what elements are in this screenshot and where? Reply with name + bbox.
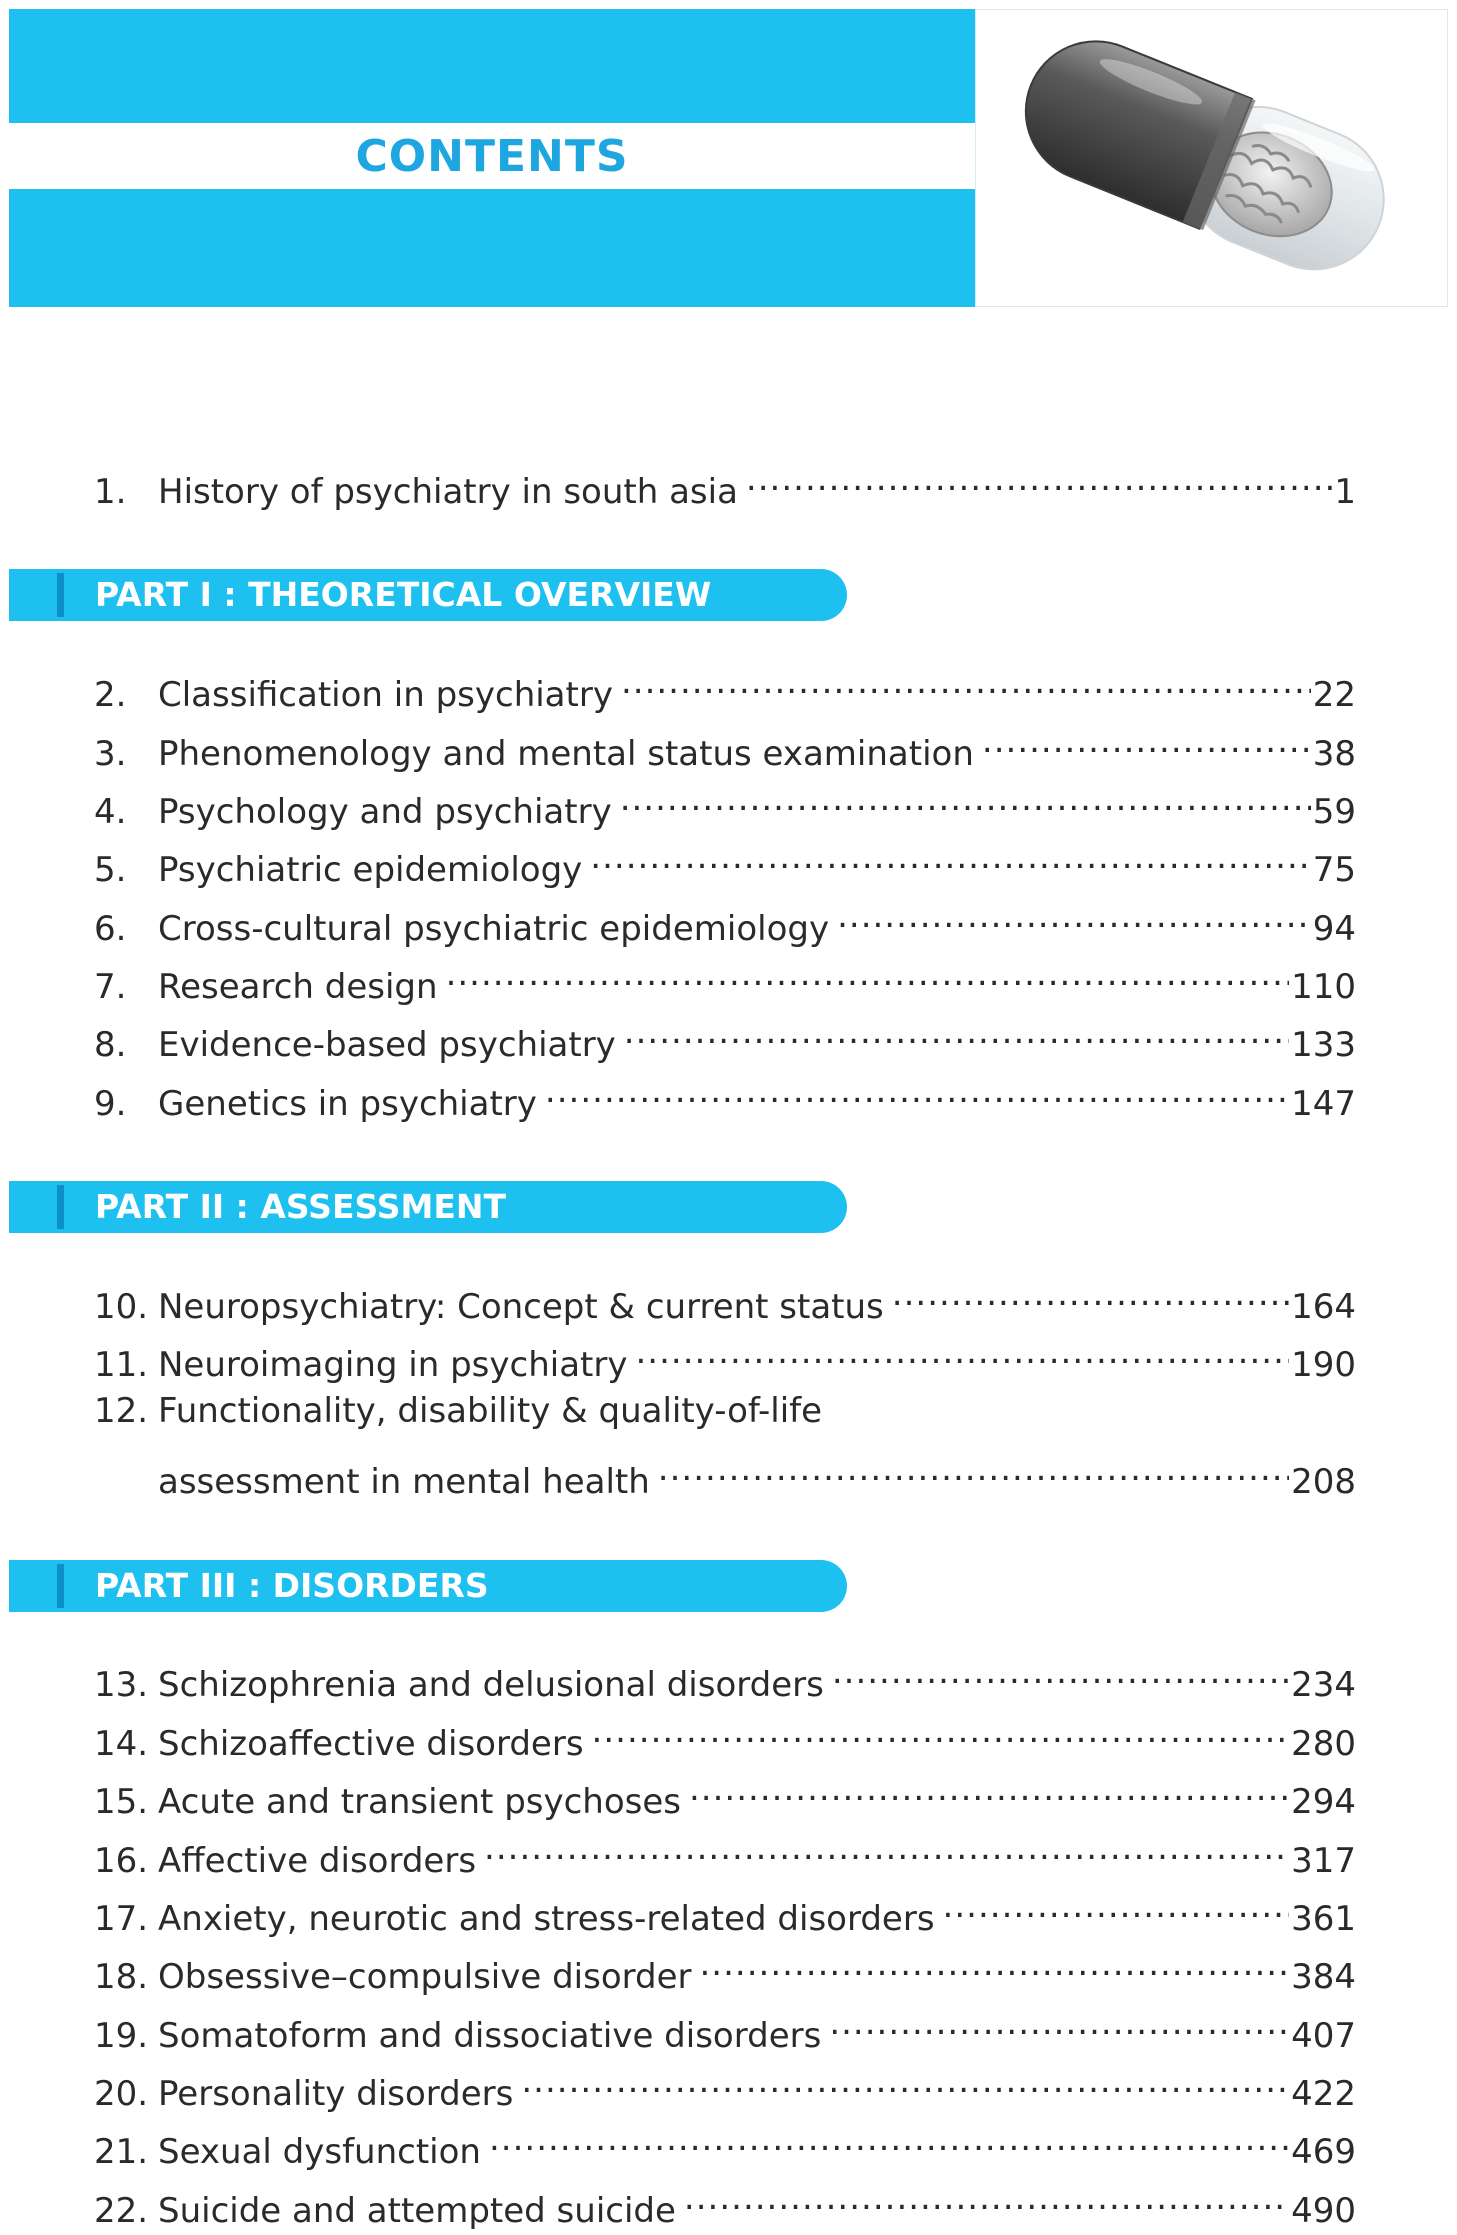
toc-entry-number: 20. [94,2074,149,2114]
toc-entry[interactable] [94,1067,1356,1124]
part-banner-label: PART I : THEORETICAL OVERVIEW [95,575,712,614]
toc-entry[interactable] [94,1008,1356,1065]
toc-entry[interactable] [94,2057,1356,2114]
toc-entry-title: Obsessive–compulsive disorder [158,1957,692,1997]
toc-entry[interactable] [94,1328,1356,1385]
toc-leader-dots [592,1707,1290,1755]
capsule-with-brain-icon [975,9,1448,307]
toc-entry-number: 9. [94,1084,127,1124]
toc-entry-title: Psychology and psychiatry [158,792,612,832]
toc-entry-page: 234 [1291,1665,1356,1705]
toc-entry[interactable] [94,1765,1356,1822]
toc-entry-page: 59 [1312,792,1356,832]
toc-leader-dots [982,717,1311,765]
toc-entry-number: 18. [94,1957,149,1997]
toc-leader-dots [489,2115,1289,2163]
toc-entry-title: Evidence-based psychiatry [158,1025,616,1065]
page-title: CONTENTS [355,130,629,182]
toc-leader-dots [892,1270,1289,1318]
toc-entry-title: History of psychiatry in south asia [158,472,738,512]
toc-entry[interactable] [94,2115,1356,2172]
toc-entry-title: Schizoaffective disorders [158,1724,584,1764]
toc-entry-title: Functionality, disability & quality-of-life [158,1391,823,1431]
toc-entry-page: 208 [1291,1462,1356,1502]
toc-entry[interactable] [94,1648,1356,1705]
toc-entry-number: 22. [94,2191,149,2231]
toc-entry[interactable] [94,1270,1356,1327]
toc-entry-title: Somatoform and dissociative disorders [158,2016,822,2056]
toc-entry-page: 294 [1291,1782,1356,1822]
toc-entry-page: 1 [1334,472,1356,512]
toc-entry-page: 94 [1312,909,1356,949]
toc-entry-title: Classification in psychiatry [158,675,613,715]
toc-entry-number: 17. [94,1899,149,1939]
toc-entry-page: 75 [1312,850,1356,890]
toc-entry-number: 5. [94,850,127,890]
toc-entry-page: 147 [1291,1084,1356,1124]
toc-entry-number: 8. [94,1025,127,1065]
toc-entry-page: 490 [1291,2191,1356,2231]
toc-leader-dots [837,892,1311,940]
toc-entry-page: 164 [1291,1287,1356,1327]
toc-entry-number: 6. [94,909,127,949]
toc-leader-dots [943,1882,1290,1930]
toc-entry-title: Research design [158,967,438,1007]
toc-leader-dots [521,2057,1289,2105]
toc-entry-title: Personality disorders [158,2074,514,2114]
toc-entry-page: 361 [1291,1899,1356,1939]
toc-leader-dots [746,455,1332,503]
toc-entry[interactable] [94,1999,1356,2056]
toc-entry[interactable] [94,1707,1356,1764]
toc-entry-title: Cross-cultural psychiatric epidemiology [158,909,830,949]
toc-entry-page: 317 [1291,1841,1356,1881]
toc-leader-dots [635,1328,1289,1376]
toc-entry-title: Neuroimaging in psychiatry [158,1345,628,1385]
toc-entry-title: Anxiety, neurotic and stress-related disorders [158,1899,935,1939]
part-banner-disorders [9,1560,847,1612]
toc-entry[interactable] [94,833,1356,890]
toc-entry-continuation[interactable] [158,1445,1356,1502]
toc-leader-dots [446,950,1290,998]
part-banner-label: PART III : DISORDERS [95,1566,489,1605]
toc-entry-number: 12. [94,1391,149,1431]
toc-entry-title: Phenomenology and mental status examination [158,734,974,774]
toc-entry[interactable] [94,892,1356,949]
toc-leader-dots [829,1999,1289,2047]
toc-entry-title: Genetics in psychiatry [158,1084,537,1124]
toc-entry-number: 21. [94,2132,149,2172]
toc-entry[interactable] [94,775,1356,832]
toc-leader-dots [832,1648,1289,1696]
toc-entry-page: 133 [1291,1025,1356,1065]
toc-entry-number: 19. [94,2016,149,2056]
toc-entry-title: Psychiatric epidemiology [158,850,583,890]
toc-entry-page: 110 [1291,967,1356,1007]
toc-leader-dots [624,1008,1289,1056]
toc-entry-number: 7. [94,967,127,1007]
part-banner-label: PART II : ASSESSMENT [95,1187,507,1226]
toc-entry[interactable] [94,950,1356,1007]
toc-entry-page: 38 [1312,734,1356,774]
toc-entry-number: 14. [94,1724,149,1764]
toc-entry[interactable] [94,2174,1356,2231]
toc-entry-page: 422 [1291,2074,1356,2114]
toc-entry-number: 1. [94,472,127,512]
toc-entry[interactable] [94,1824,1356,1881]
toc-entry[interactable] [94,1882,1356,1939]
toc-entry-number: 2. [94,675,127,715]
toc-entry[interactable] [94,717,1356,774]
part-banner-bar [57,1185,64,1229]
toc-entry-title: Affective disorders [158,1841,477,1881]
toc-entry[interactable] [94,1940,1356,1997]
toc-entry-title: Acute and transient psychoses [158,1782,681,1822]
toc-entry-number: 13. [94,1665,149,1705]
toc-entry-page: 22 [1312,675,1356,715]
toc-leader-dots [484,1824,1289,1872]
toc-entry[interactable] [94,658,1356,715]
toc-leader-dots [684,2174,1289,2222]
toc-entry-page: 469 [1291,2132,1356,2172]
toc-entry-number: 15. [94,1782,149,1822]
toc-entry-page: 190 [1291,1345,1356,1385]
toc-leader-dots [700,1940,1290,1988]
part-banner-assessment [9,1181,847,1233]
toc-entry-page: 384 [1291,1957,1356,1997]
toc-leader-dots [689,1765,1289,1813]
toc-leader-dots [658,1445,1289,1493]
toc-entry[interactable] [94,1387,1356,1435]
toc-entry-number: 16. [94,1841,149,1881]
toc-entry-number: 4. [94,792,127,832]
part-banner-bar [57,573,64,617]
toc-entry-title: Schizophrenia and delusional disorders [158,1665,824,1705]
toc-leader-dots [545,1067,1289,1115]
toc-entry-page: 280 [1291,1724,1356,1764]
toc-leader-dots [620,775,1311,823]
toc-entry-title: Suicide and attempted suicide [158,2191,676,2231]
toc-entry-title: Sexual dysfunction [158,2132,481,2172]
toc-leader-dots [621,658,1311,706]
part-banner-theoretical-overview [9,569,847,621]
toc-entry[interactable] [94,455,1356,512]
toc-leader-dots [590,833,1310,881]
toc-entry-number: 11. [94,1345,149,1385]
toc-entry-number: 10. [94,1287,149,1327]
toc-entry-title-line2: assessment in mental health [158,1462,650,1502]
toc-entry-number: 3. [94,734,127,774]
toc-entry-page: 407 [1291,2016,1356,2056]
toc-entry-title: Neuropsychiatry: Concept & current status [158,1287,884,1327]
part-banner-bar [57,1564,64,1608]
